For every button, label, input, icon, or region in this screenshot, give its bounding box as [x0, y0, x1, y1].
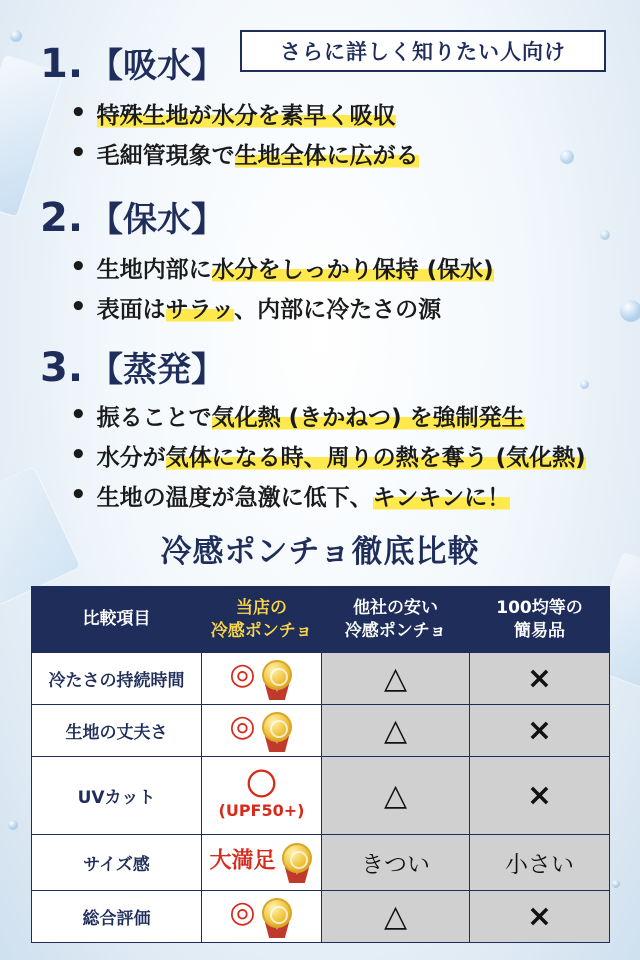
bullet-text: 、内部に冷たさの源 — [234, 296, 442, 323]
bullet-text: 表面は — [96, 296, 166, 323]
water-drop-decoration — [560, 150, 574, 164]
other1-cell — [322, 835, 470, 891]
triangle-mark: △ — [383, 661, 408, 696]
section-heading — [40, 342, 586, 391]
water-drop-decoration — [10, 30, 22, 42]
water-drop-decoration — [612, 880, 620, 888]
bullet-item — [70, 395, 586, 435]
bullet-item — [70, 93, 419, 133]
ours-cell — [202, 757, 322, 835]
double-circle-mark: ◎ — [229, 657, 256, 693]
bullet-highlight: キンキンに！ — [373, 479, 511, 512]
bullet-item — [70, 133, 419, 173]
section-absorb — [40, 38, 419, 173]
bullet-text: 毛細管現象で — [96, 142, 235, 169]
bullet-dot: • — [70, 292, 87, 322]
bullet-text: 生地内部に — [96, 256, 212, 283]
ours-cell — [202, 705, 322, 757]
bullet-highlight: 気体になる時、周りの熱を奪う (気化熱) — [166, 439, 586, 472]
medal-icon — [260, 712, 294, 752]
triangle-mark: △ — [383, 778, 408, 813]
header-other2-line2: 簡易品 — [514, 620, 565, 641]
best-fit-text: 大満足 — [209, 848, 276, 873]
other2-size-text: 小さい — [505, 852, 574, 878]
ours-cell — [202, 835, 322, 891]
section-retain — [40, 192, 494, 327]
double-circle-mark: ◎ — [229, 895, 256, 931]
other1-cell — [322, 891, 470, 943]
water-drop-decoration — [600, 230, 610, 240]
other1-cell — [322, 705, 470, 757]
bullet-text: 振ることで — [96, 404, 212, 431]
section-title: 【保水】 — [89, 200, 226, 240]
bullet-highlight: 特殊生地が水分を素早く吸収 — [97, 97, 396, 130]
header-other1-line1: 他社の安い — [353, 597, 438, 618]
table-row — [32, 835, 610, 891]
header-item: 比較項目 — [32, 587, 202, 653]
triangle-mark: △ — [383, 713, 408, 748]
bullet-item — [70, 475, 586, 515]
bullet-text: 生地の温度が急激に低下、 — [96, 484, 373, 511]
bullet-highlight: サラッ — [166, 291, 235, 324]
section-number: 3. — [40, 345, 84, 391]
table-header-row — [32, 587, 610, 653]
section-heading — [40, 192, 494, 241]
bullet-dot: • — [70, 98, 87, 128]
other1-size-text: きつい — [361, 852, 430, 878]
medal-icon — [260, 660, 294, 700]
row-label: 生地の丈夫さ — [32, 705, 202, 757]
row-label: UVカット — [32, 757, 202, 835]
header-other2-line1: 100均等の — [496, 597, 583, 618]
header-other1 — [322, 587, 470, 653]
other1-cell — [322, 757, 470, 835]
medal-icon — [260, 898, 294, 938]
header-other2 — [470, 587, 610, 653]
section-title: 【蒸発】 — [89, 350, 226, 390]
upf-note: (UPF50+) — [218, 801, 305, 820]
bullet-dot: • — [70, 440, 87, 470]
triangle-mark: △ — [383, 899, 408, 934]
row-label: 冷たさの持続時間 — [32, 653, 202, 705]
cross-mark: × — [526, 661, 553, 696]
section-evaporate — [40, 342, 586, 515]
cross-mark: × — [526, 713, 553, 748]
table-row — [32, 705, 610, 757]
row-label: 総合評価 — [32, 891, 202, 943]
row-label: サイズ感 — [32, 835, 202, 891]
water-drop-decoration — [8, 820, 18, 830]
bullet-item — [70, 435, 586, 475]
bullet-item — [70, 287, 494, 327]
bullet-dot: • — [70, 252, 87, 282]
header-ours-line2: 冷感ポンチョ — [210, 620, 313, 641]
bullet-highlight: 生地全体に広がる — [235, 137, 419, 170]
bullet-text: 水分が — [96, 444, 166, 471]
comparison-title: 冷感ポンチョ徹底比較 — [160, 534, 480, 570]
water-drop-decoration — [620, 300, 640, 322]
bullet-dot: • — [70, 400, 87, 430]
header-ours — [202, 587, 322, 653]
table-row — [32, 757, 610, 835]
other2-cell — [470, 835, 610, 891]
other2-cell — [470, 757, 610, 835]
other2-cell — [470, 653, 610, 705]
bullet-highlight: 水分をしっかり保持 (保水) — [212, 251, 494, 284]
cross-mark: × — [526, 899, 553, 934]
ours-cell — [202, 891, 322, 943]
bullet-item — [70, 247, 494, 287]
other2-cell — [470, 705, 610, 757]
other2-cell — [470, 891, 610, 943]
cross-mark: × — [526, 778, 553, 813]
comparison-table — [31, 586, 610, 943]
ours-cell — [202, 653, 322, 705]
table-row — [32, 891, 610, 943]
bullet-highlight: 気化熱 (きかねつ) を強制発生 — [212, 399, 525, 432]
section-heading — [40, 38, 419, 87]
bullet-dot: • — [70, 138, 87, 168]
double-circle-mark: ◎ — [229, 709, 256, 745]
section-title: 【吸水】 — [89, 46, 226, 86]
table-row — [32, 653, 610, 705]
other1-cell — [322, 653, 470, 705]
bullet-dot: • — [70, 480, 87, 510]
circle-mark: 〇 — [246, 768, 277, 803]
section-number: 1. — [40, 41, 84, 87]
header-other1-line2: 冷感ポンチョ — [344, 620, 447, 641]
detail-label-text: さらに詳しく知りたい人向け — [280, 40, 566, 64]
section-number: 2. — [40, 195, 84, 241]
medal-icon — [280, 843, 314, 883]
header-ours-line1: 当店の — [236, 597, 287, 618]
